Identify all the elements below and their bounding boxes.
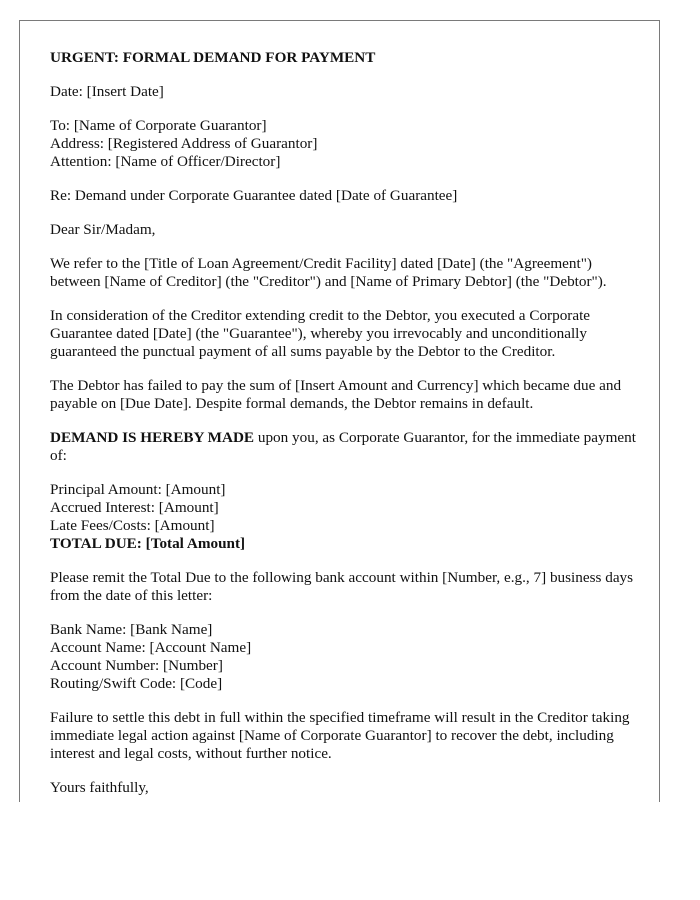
- demand-bold-text: DEMAND IS HEREBY MADE: [50, 429, 255, 446]
- recipient-address: Address: [Registered Address of Guarantor]: [50, 135, 318, 152]
- account-number: Account Number: [Number]: [50, 657, 223, 674]
- recipient-to: To: [Name of Corporate Guarantor]: [50, 117, 267, 134]
- bank-name: Bank Name: [Bank Name]: [50, 621, 213, 638]
- demand-paragraph: [50, 429, 640, 465]
- routing-code: Routing/Swift Code: [Code]: [50, 675, 223, 692]
- demand-rest-text: upon you, as Corporate Guarantor, for the immediate payment of:: [50, 429, 636, 464]
- total-due: TOTAL DUE: [Total Amount]: [50, 535, 246, 552]
- recipient-attention: Attention: [Name of Officer/Director]: [50, 153, 281, 170]
- recipient-block: [50, 117, 640, 171]
- paragraph-agreement: We refer to the [Title of Loan Agreement/Credit Facility] dated [Date] (the "Agreement") between [Name of Creditor] (the "Creditor") and [Name of Primary Debtor] (the "Debtor").: [50, 255, 607, 290]
- closing-line: Yours faithfully,: [50, 779, 149, 796]
- re-line: Re: Demand under Corporate Guarantee dated [Date of Guarantee]: [50, 187, 458, 204]
- warning-paragraph: Failure to settle this debt in full within the specified timeframe will result in the Creditor taking immediate legal action against [Name of Corporate Guarantor] to recover the debt, including interest and legal costs, without further notice.: [50, 709, 630, 762]
- accrued-interest: Accrued Interest: [Amount]: [50, 499, 219, 516]
- remit-instructions: Please remit the Total Due to the following bank account within [Number, e.g., 7] business days from the date of this letter:: [50, 569, 634, 604]
- date-line: Date: [Insert Date]: [50, 83, 164, 100]
- late-fees: Late Fees/Costs: [Amount]: [50, 517, 215, 534]
- salutation: Dear Sir/Madam,: [50, 221, 156, 238]
- letter-title: URGENT: FORMAL DEMAND FOR PAYMENT: [50, 49, 376, 66]
- amounts-block: [50, 481, 640, 553]
- letter-content: [50, 49, 640, 802]
- principal-amount: Principal Amount: [Amount]: [50, 481, 226, 498]
- account-name: Account Name: [Account Name]: [50, 639, 252, 656]
- paragraph-default: The Debtor has failed to pay the sum of [Insert Amount and Currency] which became due and payable on [Due Date]. Despite formal demands, the Debtor remains in default.: [50, 377, 622, 412]
- bank-details-block: [50, 621, 640, 693]
- letter-page: [19, 20, 660, 802]
- paragraph-guarantee: In consideration of the Creditor extending credit to the Debtor, you executed a Corporate Guarantee dated [Date] (the "Guarantee"), whereby you irrevocably and unconditionally guaranteed the punctual payment of all sums payable by the Debtor to the Creditor.: [50, 307, 591, 360]
